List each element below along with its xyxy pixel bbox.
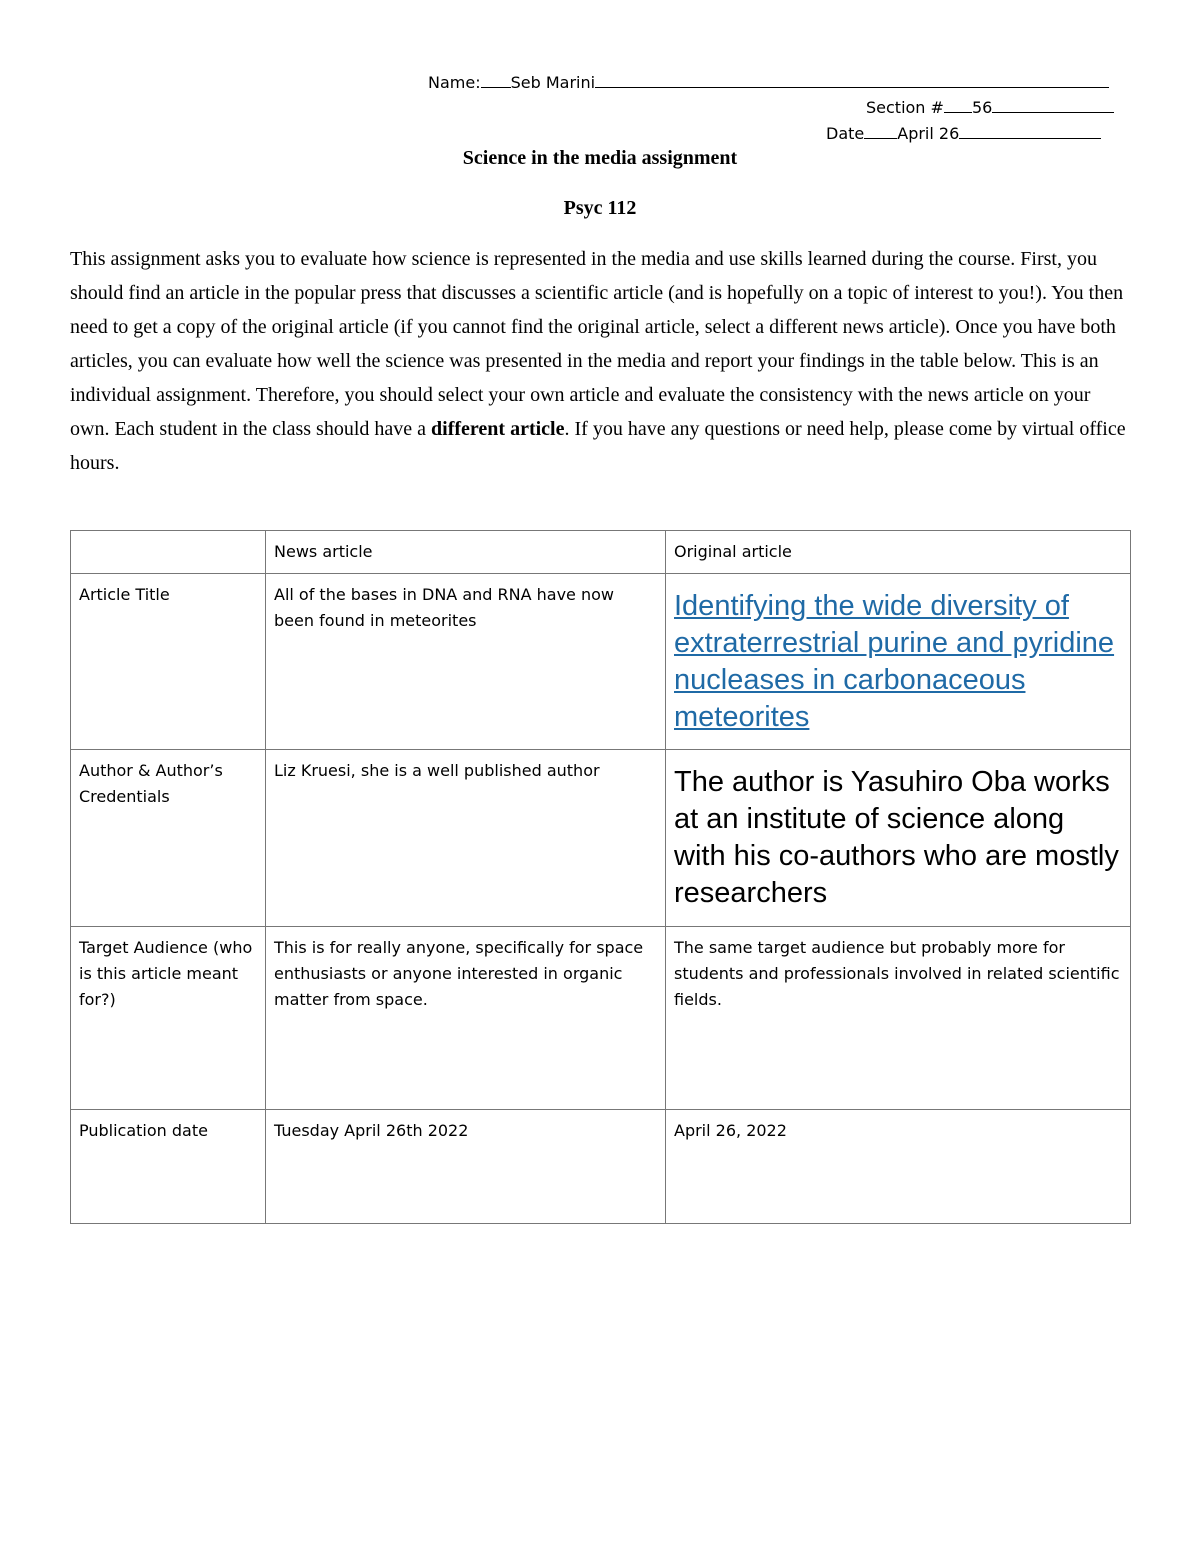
table-row-publication-date <box>71 1110 1131 1224</box>
header-news-article: News article <box>266 531 666 574</box>
original-title-link[interactable]: Identifying the wide diversity of extraterrestrial purine and pyridine nucleases in carbonaceous meteorites <box>674 590 1115 733</box>
date-label: Date <box>826 124 865 143</box>
table-header-row <box>71 531 1131 574</box>
original-date-cell: April 26, 2022 <box>666 1110 1131 1224</box>
row-label: Target Audience (who is this article meant for?) <box>71 927 266 1110</box>
original-author-text: The author is Yasuhiro Oba works at an institute of science along with his co-authors who are mostly researchers <box>674 766 1119 909</box>
original-audience-cell: The same target audience but probably more for students and professionals involved in related scientific fields. <box>666 927 1131 1110</box>
emphasis-different-article: different article <box>431 418 565 440</box>
section-label: Section # <box>866 98 944 117</box>
date-line <box>826 121 1101 144</box>
table-row-article-title <box>71 574 1131 750</box>
page-title: Science in the media assignment <box>462 147 738 169</box>
row-label: Publication date <box>71 1110 266 1224</box>
header-empty-cell <box>71 531 266 574</box>
table-row-target-audience <box>71 927 1131 1110</box>
row-label: Author & Author’s Credentials <box>71 750 266 927</box>
table-row-author <box>71 750 1131 927</box>
news-title-cell: All of the bases in DNA and RNA have now been found in meteorites <box>266 574 666 750</box>
news-author-cell: Liz Kruesi, she is a well published author <box>266 750 666 927</box>
news-audience-cell: This is for really anyone, specifically for space enthusiasts or anyone interested in organic matter from space. <box>266 927 666 1110</box>
row-label: Article Title <box>71 574 266 750</box>
name-label: Name: <box>428 73 481 92</box>
course-title: Psyc 112 <box>563 197 637 219</box>
comparison-table <box>70 530 1131 1224</box>
instructions-paragraph: This assignment asks you to evaluate how science is represented in the media and use skills learned during the course. First, you should find an article in the popular press that discusses a scientific article (and is hopefully on a topic of interest to you!). You then need to get a copy of the original article (if you cannot find the original article, select a different news article). Once you have both articles, you can evaluate how well the science was presented in the media and report your findings in the table below. This is an individual assignment. Therefore, you should select your own article and evaluate the consistency with the news article on your own. Each student in the class should have a different article. If you have any questions or need help, please come by virtual office hours. <box>70 248 1126 474</box>
name-line <box>428 70 1109 93</box>
name-value: Seb Marini <box>510 73 596 92</box>
news-date-cell: Tuesday April 26th 2022 <box>266 1110 666 1224</box>
section-line <box>866 95 1114 118</box>
date-value: April 26 <box>897 124 960 143</box>
header-original-article: Original article <box>666 531 1131 574</box>
section-value: 56 <box>971 98 993 117</box>
